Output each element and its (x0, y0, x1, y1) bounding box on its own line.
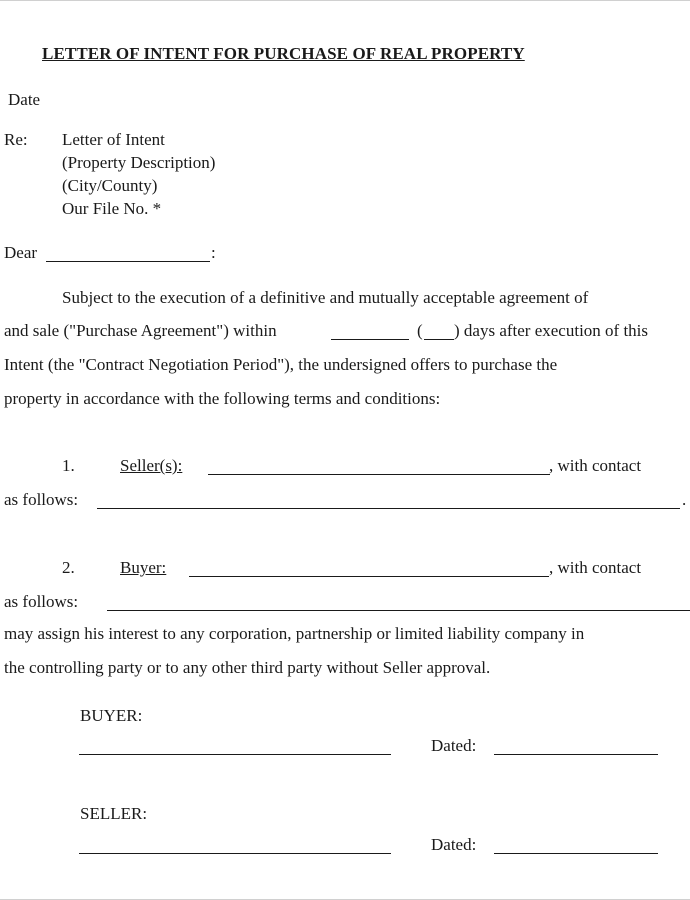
item2-buyer-label: Buyer: (120, 558, 167, 577)
seller-dated-label: Dated: (431, 835, 477, 854)
buyer-dated-label: Dated: (431, 736, 477, 755)
re-line-file-number: Our File No. * (62, 199, 162, 218)
para1-line2-end: ) days after execution of this (454, 321, 649, 340)
para1-line2-start: and sale ("Purchase Agreement") within (4, 321, 277, 340)
item1-end-mark: . (682, 490, 687, 509)
item1-number: 1. (62, 456, 75, 475)
dear-colon: : (211, 243, 216, 262)
document-title: LETTER OF INTENT FOR PURCHASE OF REAL PROPERTY (42, 44, 525, 63)
item2-number: 2. (62, 558, 75, 577)
item2-with-contact: , with contact (549, 558, 642, 577)
days-written-blank[interactable] (331, 339, 409, 340)
dear-label: Dear (4, 243, 38, 262)
para1-line3: Intent (the "Contract Negotiation Period"), the undersigned offers to purchase the (4, 355, 558, 374)
buyer-dated-line[interactable] (494, 754, 658, 755)
seller-signature-line[interactable] (79, 853, 391, 854)
re-label: Re: (4, 130, 28, 149)
re-line-property-description: (Property Description) (62, 153, 216, 172)
buyer-name-blank[interactable] (189, 576, 549, 577)
seller-signature-label: SELLER: (80, 804, 148, 823)
para1-line1: Subject to the execution of a definitive and mutually acceptable agreement of (62, 288, 589, 307)
buyer-contact-blank[interactable] (107, 610, 690, 611)
days-number-blank[interactable] (424, 339, 454, 340)
dear-blank[interactable] (46, 261, 210, 262)
assign-line1: may assign his interest to any corporation, partnership or limited liability company in (4, 624, 585, 643)
item1-with-contact: , with contact (549, 456, 642, 475)
date-label: Date (8, 90, 41, 109)
buyer-signature-label: BUYER: (80, 706, 143, 725)
buyer-signature-line[interactable] (79, 754, 391, 755)
seller-dated-line[interactable] (494, 853, 658, 854)
para1-line2-paren: ( (417, 321, 423, 340)
assign-line2: the controlling party or to any other third party without Seller approval. (4, 658, 491, 677)
item1-seller-label: Seller(s): (120, 456, 183, 475)
seller-contact-blank[interactable] (97, 508, 680, 509)
para1-line4: property in accordance with the following terms and conditions: (4, 389, 441, 408)
seller-name-blank[interactable] (208, 474, 550, 475)
item2-as-follows: as follows: (4, 592, 79, 611)
item1-as-follows: as follows: (4, 490, 79, 509)
re-line-city-county: (City/County) (62, 176, 158, 195)
re-line-letter-of-intent: Letter of Intent (62, 130, 165, 149)
